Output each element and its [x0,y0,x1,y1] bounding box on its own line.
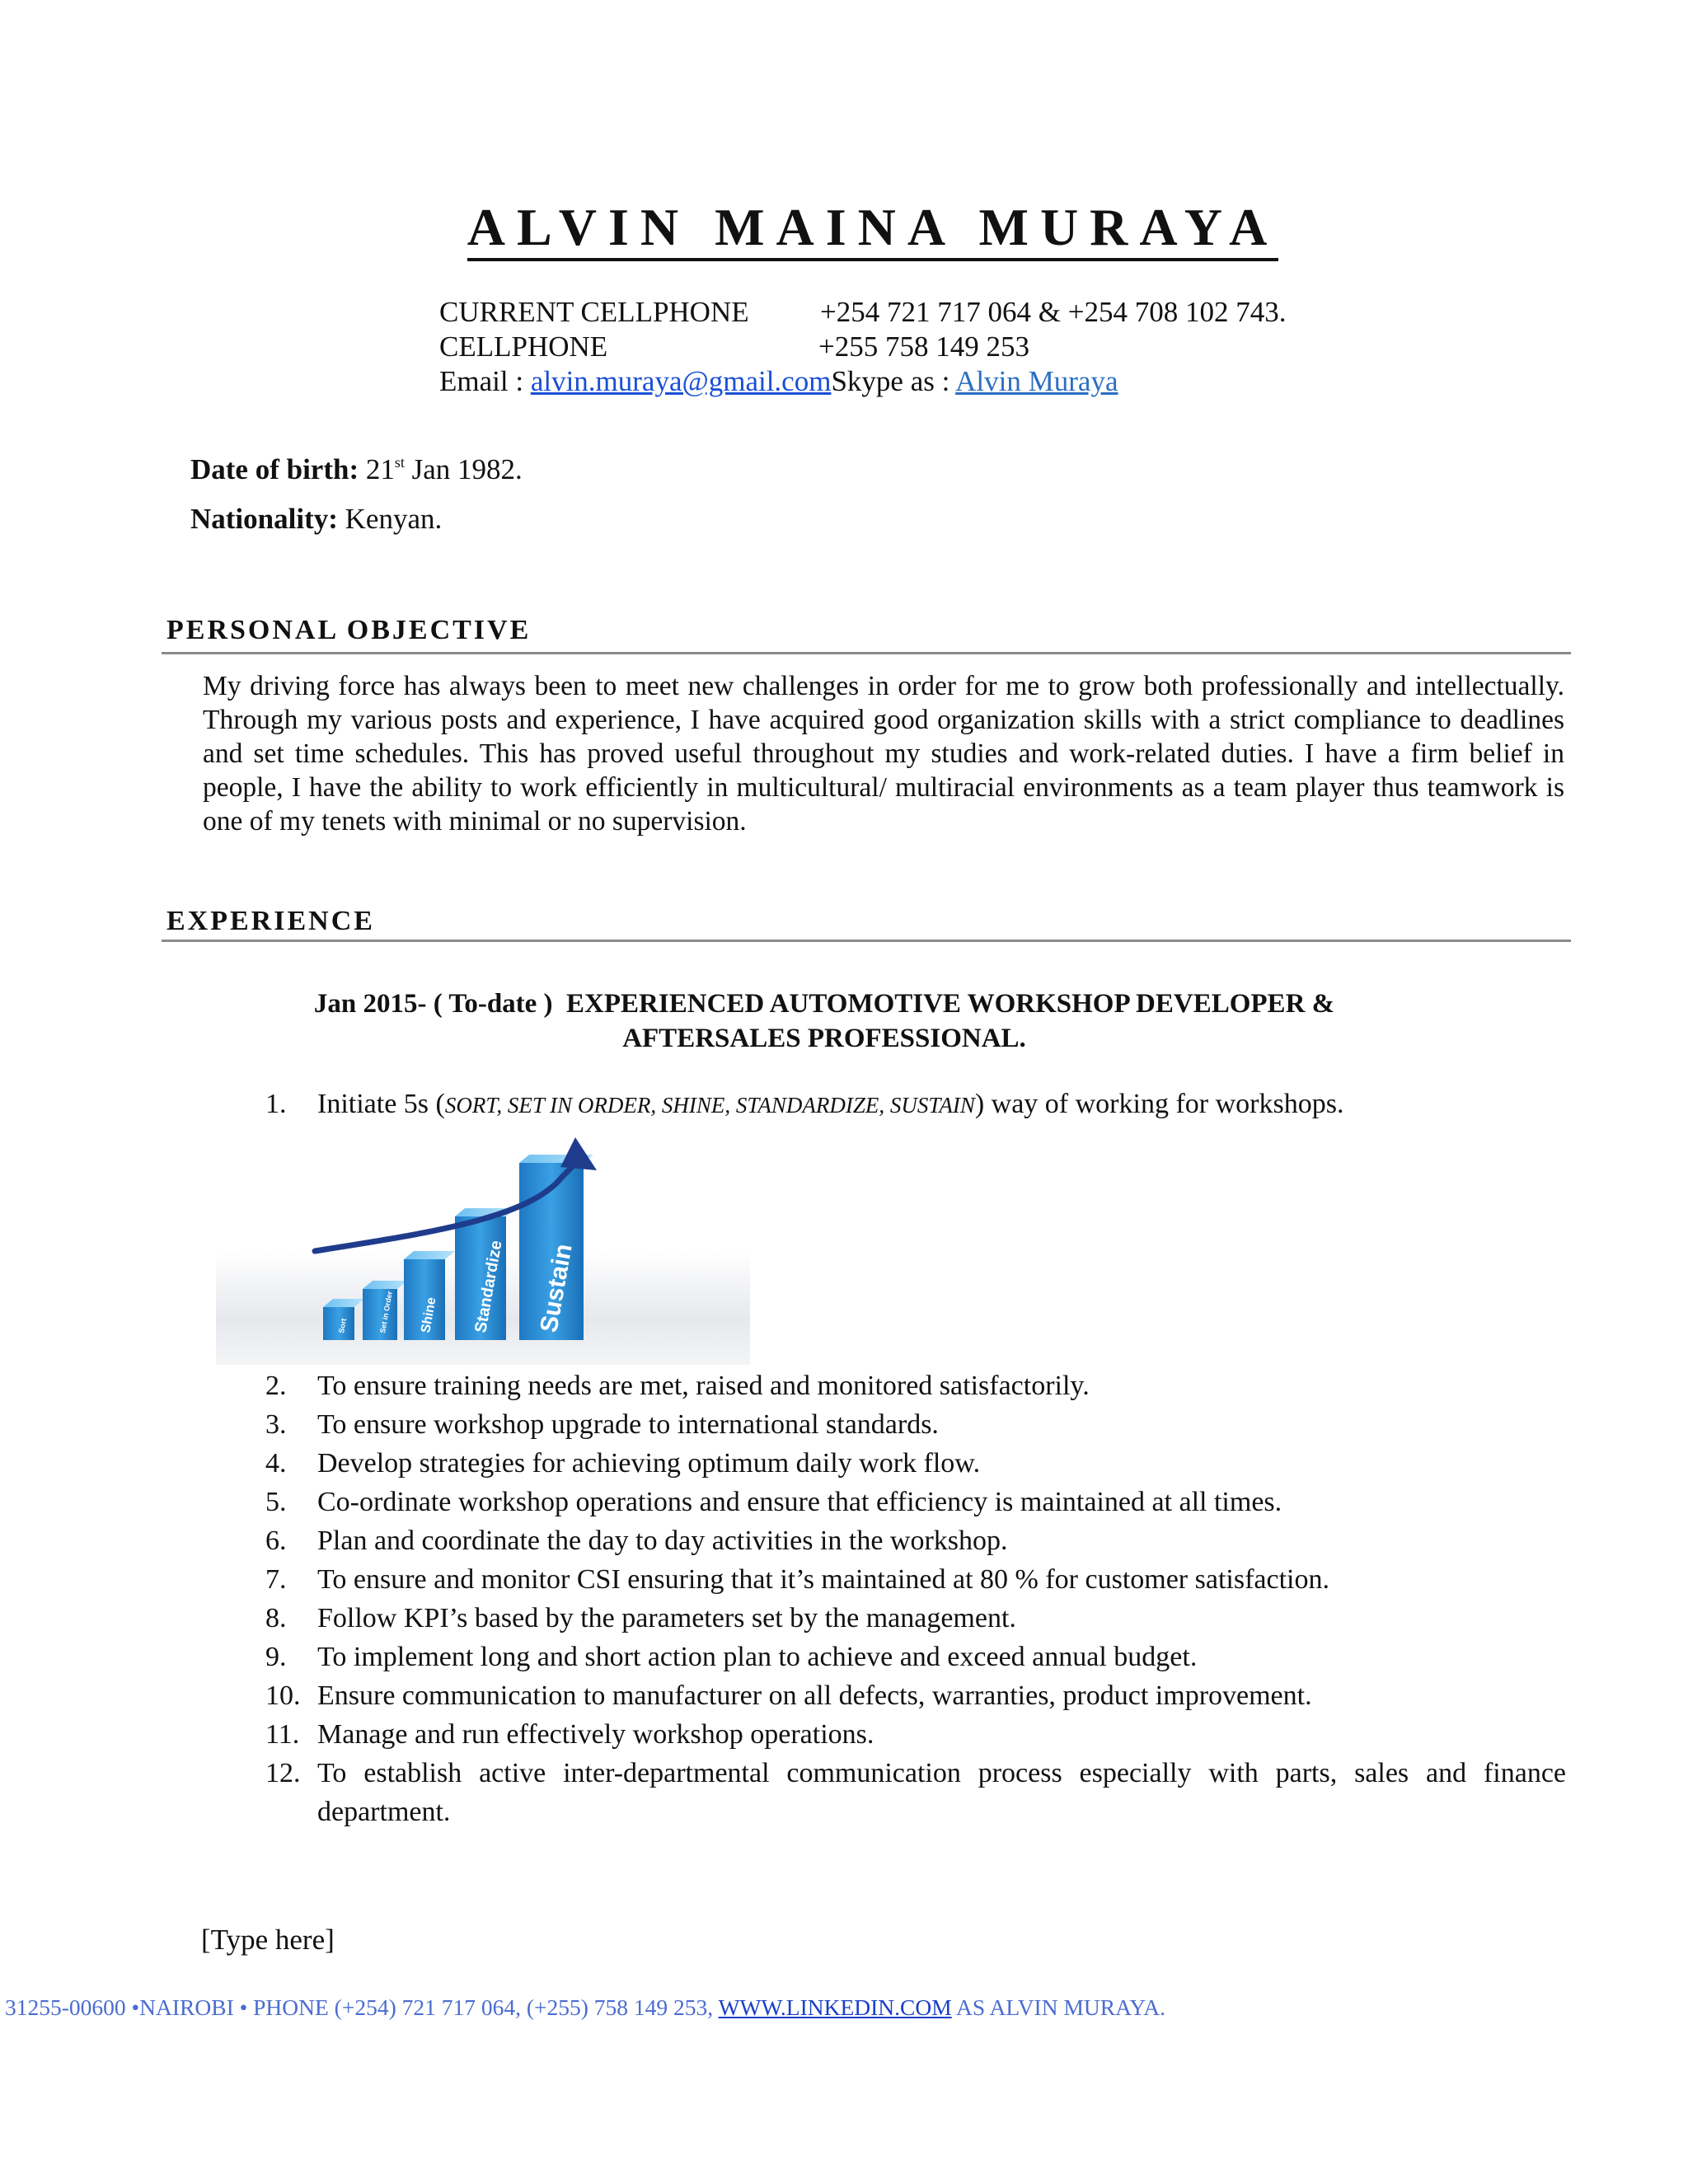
list-number: 8. [265,1603,287,1633]
list-item [265,1754,1566,1831]
email-link[interactable]: alvin.muraya@gmail.com [530,365,832,397]
job-period: Jan 2015- ( To-date ) [313,989,553,1019]
list-text: To ensure workshop upgrade to international standards. [317,1409,939,1440]
list-number: 1. [265,1089,287,1119]
dob-day: 21 [365,453,395,485]
list-item [265,1483,1566,1521]
list-text: To implement long and short action plan to achieve and exceed annual budget. [317,1642,1198,1672]
job-title-line1: EXPERIENCED AUTOMOTIVE WORKSHOP DEVELOPER & [566,989,1335,1019]
list-number: 3. [265,1409,287,1440]
list-text: To establish active inter-departmental communication process especially with parts, sales and finance department. [317,1758,1566,1827]
type-here-placeholder: [Type here] [201,1924,335,1956]
bar-label: Set in Order [378,1290,394,1334]
nationality-label: Nationality: [190,503,338,535]
bar-label: Standardize [471,1239,506,1334]
footer-text-end: AS ALVIN MURAYA. [951,1994,1165,2020]
current-cellphone-value: +254 721 717 064 & +254 708 102 743. [820,296,1287,328]
nationality [190,502,442,537]
list-number: 4. [265,1448,287,1479]
list-item [265,1560,1566,1599]
nationality-value: Kenyan. [345,503,443,535]
section-divider [162,940,1571,942]
dob-rest: Jan 1982. [411,453,523,485]
list-number: 2. [265,1371,287,1401]
list-text: Follow KPI’s based by the parameters set by the management. [317,1603,1016,1633]
list-text: Manage and run effectively workshop operations. [317,1719,874,1750]
cellphone-line [439,330,1029,364]
job-title-line2: AFTERSALES PROFESSIONAL. [622,1024,1026,1053]
job-title [190,987,1459,1056]
skype-label: Skype as : [831,365,956,397]
current-cellphone-label: CURRENT CELLPHONE [439,296,749,328]
list-number: 10. [265,1680,301,1711]
page-footer [5,1993,1165,2022]
bar-label: Shine [419,1296,439,1334]
dob-label: Date of birth: [190,453,359,485]
list-item [265,1715,1566,1754]
cellphone-value: +255 758 149 253 [818,330,1029,363]
list-number: 12. [265,1758,301,1788]
experience-heading: EXPERIENCE [166,906,375,936]
list-text: Plan and coordinate the day to day activities in the workshop. [317,1526,1008,1556]
section-divider [162,652,1571,654]
date-of-birth [190,452,523,487]
bar-label: Sustain [535,1241,578,1335]
list-item [265,1405,1566,1444]
personal-objective-text: My driving force has always been to meet new challenges in order for me to grow both professionally and intellectually. Through my various posts and experience, I have acquired good organization skills with a strict compliance to deadlines and set time schedules. This has proved useful throughout my studies and work-related duties. I have a firm belief in people, I have the ability to work efficiently in multicultural/ multiracial environments as a team player thus teamwork is one of my tenets with minimal or no supervision. [203,671,1564,837]
list-item [265,1676,1566,1715]
list-number: 5. [265,1487,287,1517]
list-item [265,1444,1566,1483]
list-number: 11. [265,1719,300,1750]
dob-suffix: st [394,454,405,471]
email-label: Email : [439,365,531,397]
bar-label: Sort [337,1317,349,1334]
list-text: To ensure training needs are met, raised and monitored satisfactorily. [317,1371,1090,1401]
list-number: 6. [265,1526,287,1556]
candidate-name: ALVIN MAINA MURAYA [0,194,1688,260]
list-text: Develop strategies for achieving optimum daily work flow. [317,1448,981,1479]
list-number: 7. [265,1564,287,1595]
list-text: Ensure communication to manufacturer on all defects, warranties, product improvement. [317,1680,1312,1711]
list-item [265,1085,1566,1125]
list-item [265,1366,1566,1405]
list-text: To ensure and monitor CSI ensuring that it’s maintained at 80 % for customer satisfaction. [317,1564,1329,1595]
list-item [265,1638,1566,1676]
list-text: Initiate 5s (SORT, SET IN ORDER, SHINE, STANDARDIZE, SUSTAIN) way of working for workshops. [317,1089,1344,1119]
footer-linkedin-link[interactable]: WWW.LINKEDIN.COM [718,1994,952,2020]
list-text: Co-ordinate workshop operations and ensure that efficiency is maintained at all times. [317,1487,1282,1517]
list-item [265,1521,1566,1560]
email-skype-line [439,364,1118,399]
list-number: 9. [265,1642,287,1672]
skype-link[interactable]: Alvin Muraya [955,365,1118,397]
personal-objective-heading: PERSONAL OBJECTIVE [166,615,532,645]
list-item [265,1599,1566,1638]
current-cellphone-line [439,295,1286,330]
footer-text: 31255-00600 •NAIROBI • PHONE (+254) 721 717 064, (+255) 758 149 253, [5,1994,719,2020]
5s-bar-chart-image [216,1127,750,1365]
cellphone-label: CELLPHONE [439,330,608,363]
